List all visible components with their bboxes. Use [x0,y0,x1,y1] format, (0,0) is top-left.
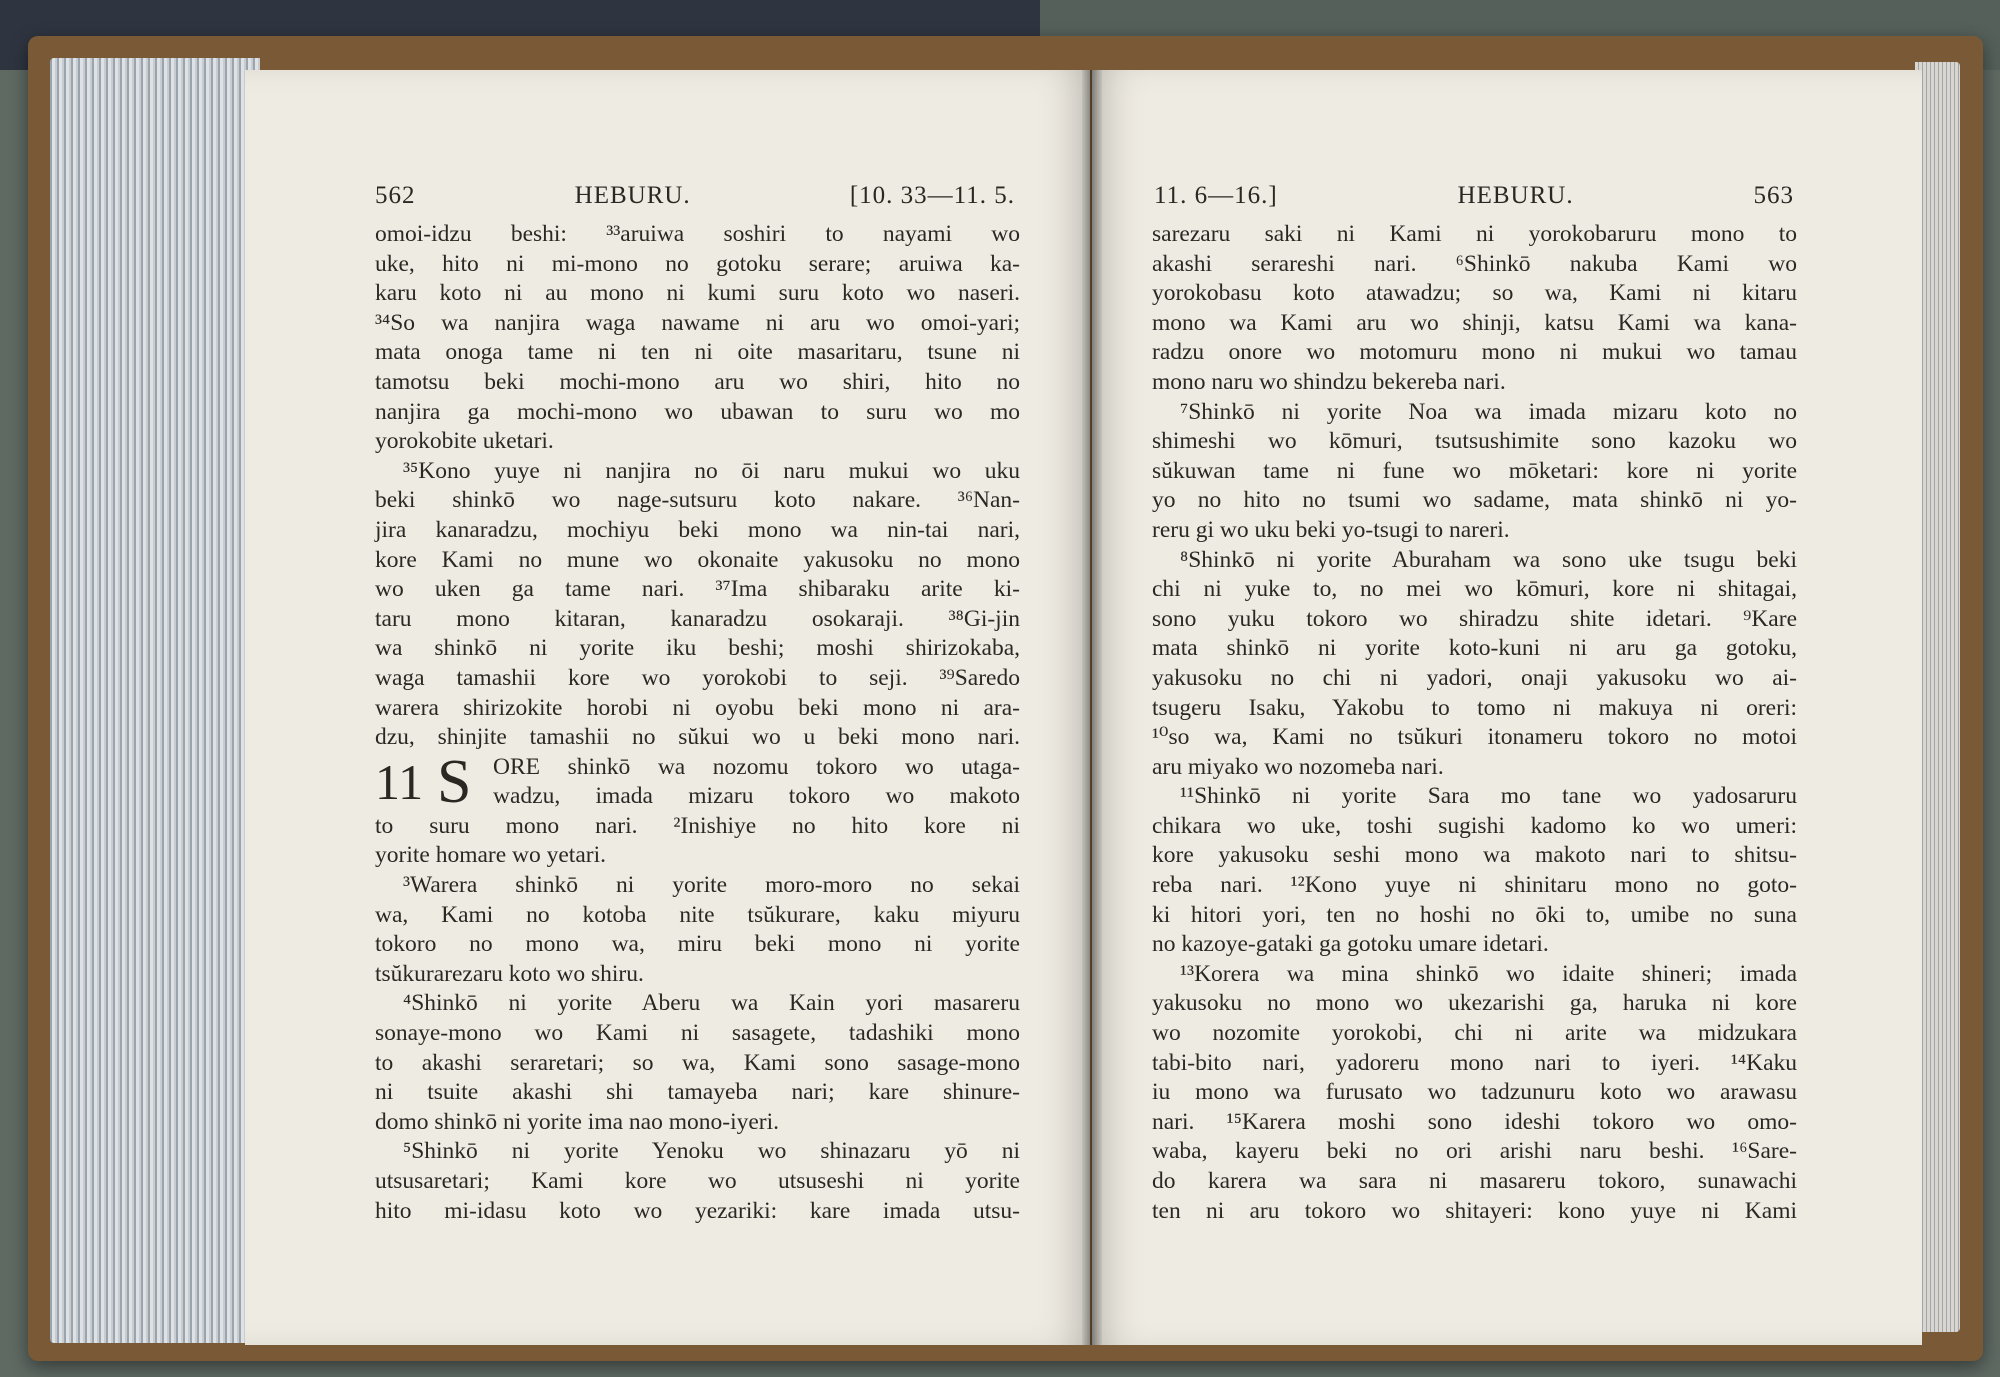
text-line: chikara wo uke, toshi sugishi kadomo ko wo umeri: [1152,812,1797,839]
verse-range-right: 11. 6—16.] [1154,182,1278,209]
left-page-text [375,220,1020,1226]
running-head-right [1154,182,1794,222]
text-line: jira kanaradzu, mochiyu beki mono wa nin-tai nari, [375,516,1020,543]
text-line: tabi-bito nari, yadoreru mono nari to iyeri. ¹⁴Kaku [1152,1049,1797,1076]
text-line: kore yakusoku seshi mono wa makoto nari to shitsu- [1152,842,1797,869]
book-gutter [1082,70,1102,1345]
text-line: sarezaru saki ni Kami ni yorokobaruru mono to [1152,221,1797,247]
text-line: wo nozomite yorokobi, chi ni arite wa midzukara [1152,1020,1797,1047]
text-line: sŭkuwan tame ni fune wo mōketari: kore ni yorite [1152,457,1797,484]
text-line: ¹¹Shinkō ni yorite Sara mo tane wo yadosaruru [1180,783,1797,810]
page-number-left: 562 [375,182,416,209]
text-line: ³⁵Kono yuye ni nanjira no ōi naru mukui wo uku [403,457,1020,484]
text-line: yorokobite uketari. [375,428,554,455]
verse-range-left: [10. 33—11. 5. [849,182,1015,209]
text-line: yorite homare wo yetari. [375,842,606,869]
text-line: beki shinkō wo nage-sutsuru koto nakare. ³⁶Nan- [375,487,1020,514]
right-page-text [1152,220,1797,1226]
text-line: mono naru wo shindzu bekereba nari. [1152,368,1506,395]
book-title-left: HEBURU. [574,182,691,209]
text-line: mono wa Kami aru wo shinji, katsu Kami wa kana- [1152,309,1797,336]
text-line: ³⁴So wa nanjira waga nawame ni aru wo omoi-yari; [375,309,1020,336]
text-line: yo no hito no tsumi wo sadame, mata shinkō ni yo- [1152,487,1797,514]
text-line: hito mi-idasu koto wo yezariki: kare imada utsu- [375,1197,1020,1224]
text-line: uke, hito ni mi-mono no gotoku serare; aruiwa ka- [375,250,1020,277]
text-line: warera shirizokite horobi ni oyobu beki mono ni ara- [375,694,1020,721]
text-line: iu mono wa furusato wo tadzunuru koto wo arawasu [1152,1079,1797,1106]
text-line: ki hitori yori, ten no hoshi no ōki to, umibe no suna [1152,901,1797,928]
text-line: yakusoku no chi ni yadori, onaji yakusoku wo ai- [1152,664,1797,691]
text-line: taru mono kitaran, kanaradzu osokaraji. ³⁸Gi-jin [375,605,1020,632]
text-line: wa, Kami no kotoba nite tsŭkurare, kaku miyuru [375,901,1020,928]
drop-cap: S [437,747,472,816]
text-line: utsusaretari; Kami kore wo utsuseshi ni yorite [375,1168,1020,1194]
text-line: ORE shinkō wa nozomu tokoro wo utaga- [493,753,1020,780]
text-line: mata shinkō ni yorite koto-kuni ni aru ga gotoku, [1152,635,1797,662]
text-line: ⁸Shinkō ni yorite Aburaham wa sono uke tsugu beki [1180,546,1797,573]
text-line: to akashi seraretari; so wa, Kami sono sasage-mono [375,1049,1020,1076]
text-line: waga tamashii kore wo yorokobi to seji. ³⁹Saredo [375,664,1020,691]
text-line: tsugeru Isaku, Yakobu to tomo ni makuya ni oreri: [1152,694,1797,721]
text-line: domo shinkō ni yorite ima nao mono-iyeri. [375,1108,780,1135]
text-line: sono yuku tokoro wo shiradzu shite idetari. ⁹Kare [1152,605,1797,632]
text-line: radzu onore wo motomuru mono ni mukui wo tamau [1152,339,1797,366]
page-edges-left [50,58,260,1343]
text-line: sonaye-mono wo Kami ni sasagete, tadashiki mono [375,1020,1020,1047]
text-line: nanjira ga mochi-mono wo ubawan to suru wo mo [375,398,1020,425]
text-line: tokoro no mono wa, miru beki mono ni yorite [375,931,1020,958]
text-line: reru gi wo uku beki yo-tsugi to nareri. [1152,516,1510,543]
text-line: aru miyako wo nozomeba nari. [1152,753,1444,780]
text-line: ¹³Korera wa mina shinkō wo idaite shineri; imada [1180,960,1797,987]
chapter-opening [375,747,1020,816]
text-line: reba nari. ¹²Kono yuye ni shinitaru mono no goto- [1152,872,1797,899]
text-line: karu koto ni au mono ni kumi suru koto wo naseri. [375,280,1020,307]
text-line: tamotsu beki mochi-mono aru wo shiri, hito no [375,368,1020,395]
text-line: ni tsuite akashi shi tamayeba nari; kare shinure- [375,1079,1020,1106]
text-line: do karera wa sara ni masareru tokoro, sunawachi [1152,1168,1797,1194]
text-line: waba, kayeru beki no ori arishi naru beshi. ¹⁶Sare- [1152,1138,1797,1165]
text-line: ⁷Shinkō ni yorite Noa wa imada mizaru koto no [1180,398,1797,425]
left-page [245,70,1090,1345]
chapter-number: 11 [375,753,424,810]
right-page [1092,70,1922,1345]
book-title-right: HEBURU. [1457,182,1574,209]
text-line: tsŭkurarezaru koto wo shiru. [375,960,644,987]
text-line: ten ni aru tokoro wo shitayeri: kono yuye ni Kami [1152,1197,1797,1224]
text-line: nari. ¹⁵Karera moshi sono ideshi tokoro wo omo- [1152,1108,1797,1135]
text-line: omoi-idzu beshi: ³³aruiwa soshiri to nayami wo [375,221,1020,247]
text-line: ⁵Shinkō ni yorite Yenoku wo shinazaru yō ni [403,1138,1020,1165]
text-line: ¹⁰so wa, Kami no tsŭkuri itonameru tokoro no motoi [1152,724,1797,751]
page-number-right: 563 [1753,182,1794,209]
text-line: wa shinkō ni yorite iku beshi; moshi shirizokaba, [375,635,1020,662]
text-line: wadzu, imada mizaru tokoro wo makoto [493,783,1020,810]
running-head-left [375,182,1015,222]
text-line: chi ni yuke to, no mei wo kōmuri, kore ni shitagai, [1152,576,1797,603]
text-line: ³Warera shinkō ni yorite moro-moro no sekai [403,872,1020,899]
text-line: kore Kami no mune wo okonaite yakusoku no mono [375,546,1020,573]
text-line: yakusoku no mono wo ukezarishi ga, haruka ni kore [1152,990,1797,1017]
text-line: ⁴Shinkō ni yorite Aberu wa Kain yori masareru [403,990,1020,1017]
text-line: no kazoye-gataki ga gotoku umare idetari. [1152,931,1549,958]
text-line: wo uken ga tame nari. ³⁷Ima shibaraku arite ki- [375,576,1020,603]
text-line: mata onoga tame ni ten ni oite masaritaru, tsune ni [375,339,1020,366]
text-line: to suru mono nari. ²Inishiye no hito kore ni [375,812,1020,839]
text-line: dzu, shinjite tamashii no sŭkui wo u beki mono nari. [375,724,1020,751]
text-line: shimeshi wo kōmuri, tsutsushimite sono kazoku wo [1152,428,1797,455]
text-line: akashi serareshi nari. ⁶Shinkō nakuba Kami wo [1152,250,1797,277]
text-line: yorokobasu koto atawadzu; so wa, Kami ni kitaru [1152,280,1797,307]
